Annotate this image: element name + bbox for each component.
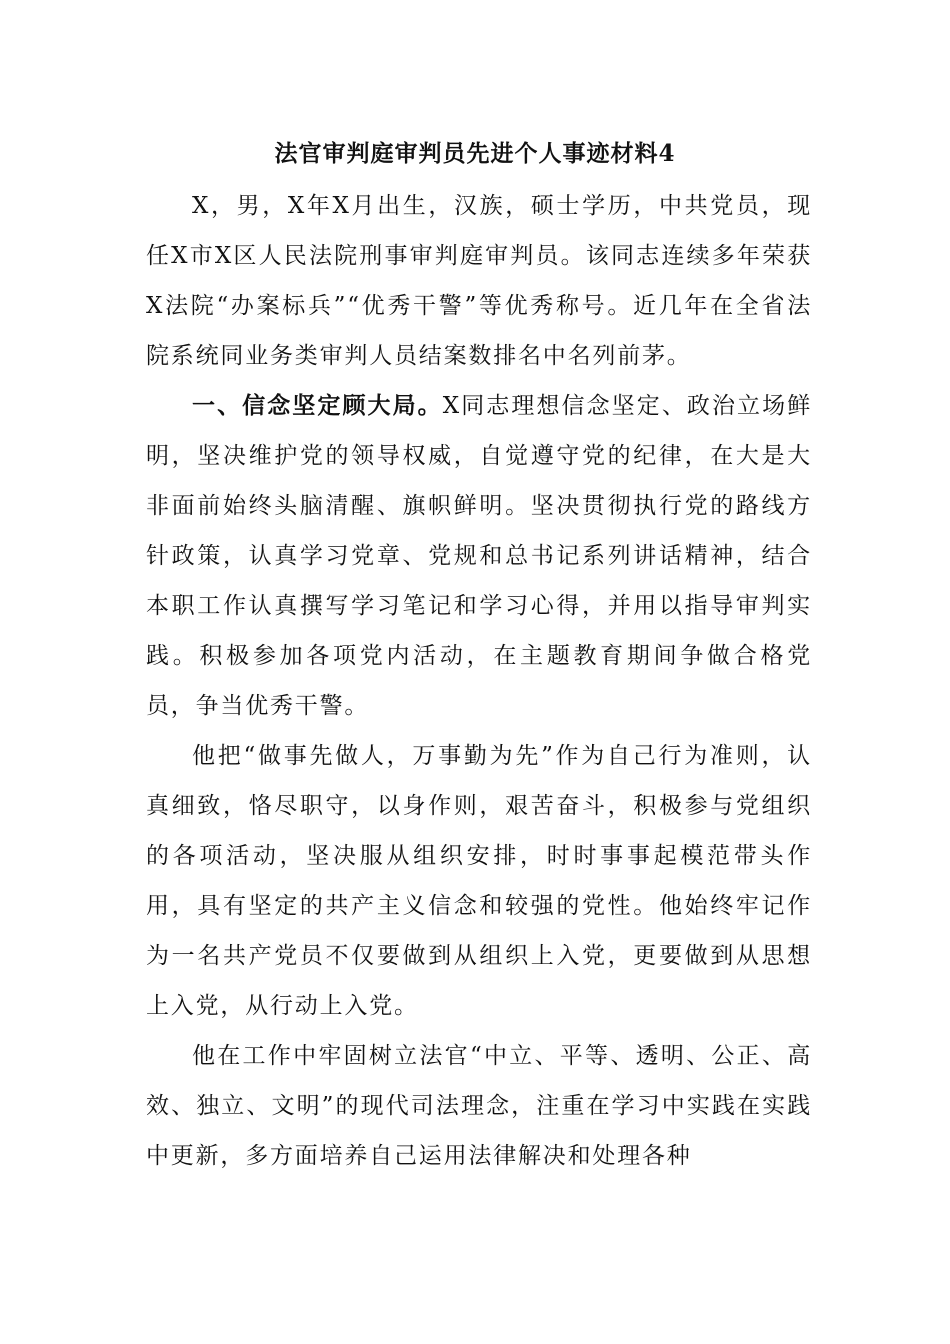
paragraph-text: X，男，X年X月出生，汉族，硕士学历，中共党员，现任X市X区人民法院刑事审判庭审判员。该同志连续多年荣获X法院“办案标兵”“优秀干警”等优秀称号。近几年在全省法院系统同业务类审判人员结案数排名中名列前茅。 <box>146 193 812 369</box>
paragraph-judicial-philosophy <box>146 1031 812 1181</box>
paragraph-conduct <box>146 731 812 1031</box>
paragraph-intro <box>146 181 812 381</box>
paragraph-section-1 <box>146 381 812 731</box>
paragraph-text: X同志理想信念坚定、政治立场鲜明，坚决维护党的领导权威，自觉遵守党的纪律，在大是大非面前始终头脑清醒、旗帜鲜明。坚决贯彻执行党的路线方针政策，认真学习党章、党规和总书记系列讲话精神，结合本职工作认真撰写学习笔记和学习心得，并用以指导审判实践。积极参加各项党内活动，在主题教育期间争做合格党员，争当优秀干警。 <box>146 393 813 719</box>
paragraph-text: 他在工作中牢固树立法官“中立、平等、透明、公正、高效、独立、文明”的现代司法理念，注重在学习中实践在实践中更新，多方面培养自己运用法律解决和处理各种 <box>146 1043 812 1169</box>
document-title: 法官审判庭审判员先进个人事迹材料4 <box>274 140 676 167</box>
document-body <box>146 181 812 1181</box>
section-heading: 一、信念坚定顾大局。 <box>192 392 443 419</box>
paragraph-text: 他把“做事先做人，万事勤为先”作为自己行为准则，认真细致，恪尽职守，以身作则，艰苦奋斗，积极参与党组织的各项活动，坚决服从组织安排，时时事事起模范带头作用，具有坚定的共产主义信念和较强的党性。他始终牢记作为一名共产党员不仅要做到从组织上入党，更要做到从思想上入党，从行动上入党。 <box>146 743 812 1019</box>
